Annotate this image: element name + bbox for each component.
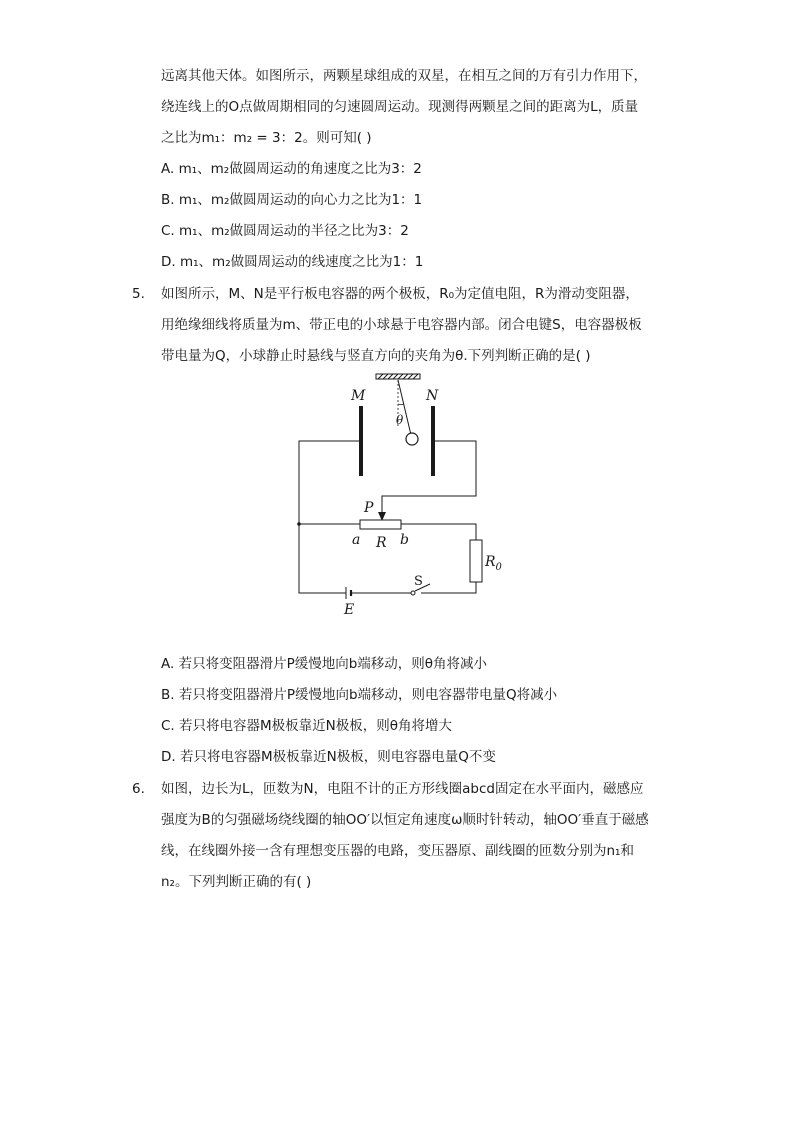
- q5-number: 5.: [132, 286, 145, 302]
- label-e: E: [344, 602, 355, 618]
- rheostat-r: [360, 520, 401, 529]
- ceiling-support: [376, 374, 420, 379]
- q4-option-c: C. m₁、m₂做圆周运动的半径之比为3：2: [161, 223, 409, 239]
- q4-stem-line-2: 绕连线上的O点做周期相同的匀速圆周运动。现测得两颗星之间的距离为L，质量: [161, 99, 639, 115]
- label-b: b: [400, 532, 409, 548]
- circuit-wires: [299, 441, 476, 593]
- q6-stem-line-1: 如图，边长为L，匝数为N，电阻不计的正方形线圈abcd固定在水平面内，磁感应: [161, 781, 644, 797]
- q5-option-b: B. 若只将变阻器滑片P缓慢地向b端移动，则电容器带电量Q将减小: [161, 687, 558, 703]
- q4-option-b: B. m₁、m₂做圆周运动的向心力之比为1：1: [161, 192, 423, 208]
- label-r0: $R_0$: [485, 554, 502, 573]
- q5-option-c: C. 若只将电容器M极板靠近N极板，则θ角将增大: [161, 718, 453, 734]
- label-a: a: [352, 532, 361, 548]
- angle-arc: [398, 404, 404, 405]
- q6-number: 6.: [132, 781, 145, 797]
- theta-label: θ: [396, 413, 404, 427]
- q5-stem-line-1: 如图所示，M、N是平行板电容器的两个极板，R₀为定值电阻，R为滑动变阻器，: [161, 286, 639, 302]
- q5-option-d: D. 若只将电容器M极板靠近N极板，则电容器电量Q不变: [161, 749, 496, 765]
- q5-option-a: A. 若只将变阻器滑片P缓慢地向b端移动，则θ角将减小: [161, 656, 488, 672]
- q4-option-a: A. m₁、m₂做圆周运动的角速度之比为3：2: [161, 161, 422, 177]
- battery-e: [346, 587, 351, 599]
- circuit-diagram: [280, 372, 510, 620]
- label-n: N: [426, 388, 439, 404]
- label-p: P: [364, 500, 374, 516]
- resistor-r0: [470, 540, 482, 582]
- q5-stem-line-2: 用绝缘细线将质量为m、带正电的小球悬于电容器内部。闭合电键S，电容器极板: [161, 317, 642, 333]
- q4-stem-line-1: 远离其他天体。如图所示，两颗星球组成的双星，在相互之间的万有引力作用下，: [161, 68, 647, 84]
- label-r: R: [376, 535, 387, 551]
- label-s: S: [414, 574, 423, 589]
- q4-stem-line-3: 之比为m₁：m₂ = 3：2。则可知( ): [161, 130, 372, 146]
- junction-dot: [297, 522, 301, 526]
- charged-ball: [406, 433, 418, 445]
- q6-stem-line-2: 强度为B的匀强磁场绕线圈的轴OO′以恒定角速度ω顺时针转动，轴OO′垂直于磁感: [161, 812, 649, 828]
- q6-stem-line-4: n₂。下列判断正确的有( ): [161, 874, 312, 890]
- q6-stem-line-3: 线，在线圈外接一含有理想变压器的电路，变压器原、副线圈的匝数分别为n₁和: [161, 843, 634, 859]
- q4-option-d: D. m₁、m₂做圆周运动的线速度之比为1：1: [161, 254, 424, 270]
- label-m: M: [351, 388, 366, 404]
- q5-stem-line-3: 带电量为Q，小球静止时悬线与竖直方向的夹角为θ.下列判断正确的是( ): [161, 348, 591, 364]
